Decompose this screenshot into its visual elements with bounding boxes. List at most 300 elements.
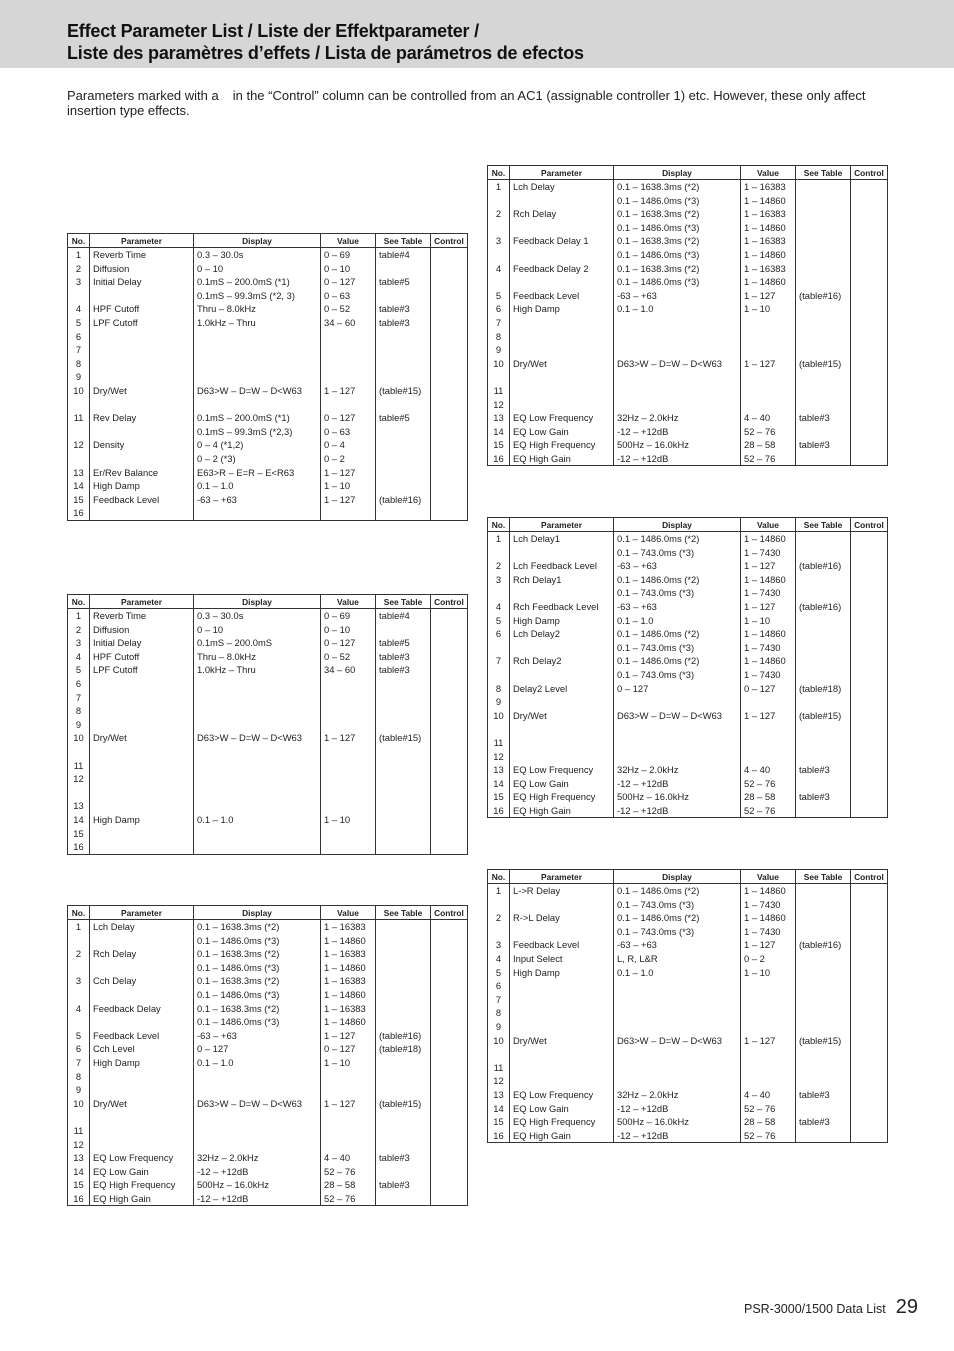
see-table-cell [376,704,431,718]
no-cell: 2 [68,262,90,276]
value-cell [321,704,376,718]
control-cell [431,248,468,262]
display-cell: 0.1 – 1486.0ms (*3) [614,248,741,262]
parameter-cell: EQ High Gain [90,1192,194,1206]
display-cell [194,398,321,412]
param-table-3 [67,905,468,1206]
no-cell: 12 [488,1074,510,1088]
display-cell [194,677,321,691]
see-table-cell [796,384,851,398]
table-header-row [488,518,888,532]
page-footer [744,1296,918,1319]
table-row [488,398,888,412]
table-row [68,1124,468,1138]
parameter-cell: High Damp [90,479,194,493]
intro-text-after: in the “Control” column can be controlled from an AC1 (assignable controller 1) etc. However, these only affect insertion type effects. [67,88,866,118]
no-cell: 9 [488,1020,510,1034]
table-row [68,1029,468,1043]
parameter-cell [510,384,614,398]
control-cell [431,1097,468,1111]
value-cell [741,1061,796,1075]
see-table-cell [376,343,431,357]
see-table-cell [796,1047,851,1061]
column-header-see-table: See Table [376,595,431,609]
display-cell: 32Hz – 2.0kHz [614,1088,741,1102]
column-header-no: No. [488,166,510,180]
no-cell: 6 [68,1042,90,1056]
no-cell [488,1047,510,1061]
table-row [68,650,468,664]
no-cell [68,452,90,466]
see-table-cell: (table#18) [796,682,851,696]
column-header-see-table: See Table [796,870,851,884]
no-cell [488,194,510,208]
table-row [488,884,888,898]
see-table-cell [376,759,431,773]
parameter-cell: Diffusion [90,262,194,276]
value-cell: 1 – 7430 [741,925,796,939]
see-table-cell: table#3 [796,411,851,425]
display-cell: D63>W – D=W – D<W63 [614,357,741,371]
parameter-cell: HPF Cutoff [90,650,194,664]
display-cell: -12 – +12dB [614,804,741,818]
no-cell: 8 [68,1070,90,1084]
control-cell [431,1056,468,1070]
table-row [68,384,468,398]
parameter-cell: High Damp [510,302,614,316]
parameter-cell: EQ High Frequency [510,438,614,452]
control-cell [431,384,468,398]
no-cell: 7 [68,343,90,357]
display-cell [614,993,741,1007]
value-cell: 1 – 10 [741,614,796,628]
control-cell [431,506,468,520]
parameter-cell [510,275,614,289]
no-cell: 15 [488,1115,510,1129]
column-header-see-table: See Table [376,234,431,248]
parameter-cell [90,745,194,759]
value-cell [741,384,796,398]
parameter-cell [510,248,614,262]
see-table-cell [796,614,851,628]
no-cell [68,398,90,412]
no-cell [68,745,90,759]
see-table-cell [376,840,431,854]
parameter-cell: Delay2 Level [510,682,614,696]
parameter-cell [510,586,614,600]
control-cell [851,627,888,641]
value-cell [741,722,796,736]
parameter-cell: EQ Low Gain [510,777,614,791]
display-cell: 0.1 – 743.0ms (*3) [614,641,741,655]
display-cell: D63>W – D=W – D<W63 [194,731,321,745]
column-header-control: Control [851,518,888,532]
display-cell: 0.1 – 1.0 [194,1056,321,1070]
no-cell: 11 [488,736,510,750]
display-cell [194,827,321,841]
parameter-cell [90,988,194,1002]
value-cell: 1 – 16383 [321,974,376,988]
see-table-cell [796,234,851,248]
display-cell: -12 – +12dB [194,1165,321,1179]
table-row [488,357,888,371]
table-row [68,827,468,841]
see-table-cell [796,194,851,208]
column-header-display: Display [194,234,321,248]
parameter-cell [510,370,614,384]
value-cell: 1 – 7430 [741,546,796,560]
no-cell: 13 [68,1151,90,1165]
see-table-cell [796,804,851,818]
see-table-cell [796,979,851,993]
parameter-cell: Rch Delay2 [510,654,614,668]
parameter-cell [510,330,614,344]
parameter-cell: Cch Delay [90,974,194,988]
value-cell: 1 – 10 [741,302,796,316]
value-cell: 28 – 58 [741,438,796,452]
no-cell [68,289,90,303]
column-header-no: No. [68,234,90,248]
column-header-display: Display [614,518,741,532]
control-cell [431,759,468,773]
value-cell [321,1070,376,1084]
no-cell: 2 [488,911,510,925]
see-table-cell [376,289,431,303]
no-cell: 15 [488,438,510,452]
table-row [68,961,468,975]
no-cell [488,898,510,912]
no-cell: 12 [68,438,90,452]
see-table-cell: table#4 [376,609,431,623]
value-cell: 1 – 127 [741,600,796,614]
no-cell: 9 [488,695,510,709]
control-cell [851,370,888,384]
parameter-cell: Feedback Level [90,493,194,507]
no-cell: 11 [68,759,90,773]
value-cell: 52 – 76 [741,777,796,791]
display-cell [194,718,321,732]
table-row [488,938,888,952]
table-row [68,1165,468,1179]
table-row [68,275,468,289]
control-cell [431,731,468,745]
parameter-cell: High Damp [510,614,614,628]
value-cell: 1 – 14860 [741,221,796,235]
display-cell: 0.1mS – 200.0mS [194,636,321,650]
column-header-control: Control [431,234,468,248]
display-cell: 0.1 – 1486.0ms (*2) [614,627,741,641]
no-cell: 3 [68,275,90,289]
table-row [68,1138,468,1152]
table-row [488,194,888,208]
display-cell: 32Hz – 2.0kHz [614,411,741,425]
table-row [488,627,888,641]
parameter-cell [90,1124,194,1138]
see-table-cell: table#3 [376,316,431,330]
display-cell: 0.1 – 1486.0ms (*2) [614,532,741,546]
no-cell: 12 [68,772,90,786]
display-cell: 0.1 – 1638.3ms (*2) [614,207,741,221]
value-cell: 0 – 127 [321,411,376,425]
see-table-cell [796,898,851,912]
table-row [488,1129,888,1143]
table-row [488,614,888,628]
no-cell: 7 [68,1056,90,1070]
see-table-cell [376,718,431,732]
table-row [68,1002,468,1016]
value-cell [741,1006,796,1020]
value-cell: 1 – 10 [321,479,376,493]
value-cell: 1 – 127 [741,1034,796,1048]
value-cell: 1 – 127 [741,559,796,573]
table-row [488,1074,888,1088]
no-cell: 9 [68,1083,90,1097]
table-row [488,722,888,736]
table-row [68,920,468,934]
see-table-cell [376,506,431,520]
display-cell [194,1124,321,1138]
parameter-cell [510,898,614,912]
control-cell [431,663,468,677]
table-row [68,731,468,745]
no-cell: 10 [488,1034,510,1048]
control-cell [431,704,468,718]
no-cell [68,1015,90,1029]
value-cell [741,343,796,357]
see-table-cell: (table#15) [376,731,431,745]
parameter-cell [510,736,614,750]
column-header-value: Value [741,518,796,532]
see-table-cell [796,993,851,1007]
see-table-cell [796,641,851,655]
parameter-cell: Lch Delay [510,180,614,194]
display-cell: 0.1 – 1638.3ms (*2) [614,234,741,248]
see-table-cell [376,1124,431,1138]
value-cell: 1 – 10 [741,966,796,980]
control-cell [431,262,468,276]
table-row [68,988,468,1002]
display-cell: 0.1mS – 200.0mS (*1) [194,275,321,289]
see-table-cell [796,180,851,194]
control-cell [431,479,468,493]
table-row [488,532,888,546]
display-cell [194,1138,321,1152]
control-cell [431,343,468,357]
parameter-cell: EQ High Frequency [510,1115,614,1129]
param-table-5 [487,517,888,818]
value-cell: 1 – 14860 [741,194,796,208]
column-header-display: Display [614,870,741,884]
parameter-cell: Dry/Wet [510,709,614,723]
parameter-cell: Feedback Delay 1 [510,234,614,248]
display-cell: 32Hz – 2.0kHz [194,1151,321,1165]
control-cell [851,275,888,289]
table-row [488,207,888,221]
display-cell: 0.1 – 1.0 [194,813,321,827]
display-cell: 500Hz – 16.0kHz [194,1178,321,1192]
control-cell [431,1002,468,1016]
display-cell [614,979,741,993]
no-cell: 5 [68,316,90,330]
value-cell: 0 – 127 [321,1042,376,1056]
no-cell: 13 [68,799,90,813]
value-cell: 0 – 10 [321,623,376,637]
control-cell [431,772,468,786]
parameter-cell: Dry/Wet [510,1034,614,1048]
control-cell [851,682,888,696]
no-cell: 10 [68,731,90,745]
parameter-cell: Lch Delay2 [510,627,614,641]
value-cell: 0 – 4 [321,438,376,452]
see-table-cell [796,546,851,560]
parameter-cell [90,452,194,466]
see-table-cell [796,343,851,357]
column-header-display: Display [194,595,321,609]
control-cell [431,438,468,452]
control-cell [431,718,468,732]
control-cell [851,925,888,939]
table-row [488,695,888,709]
parameter-cell [510,1047,614,1061]
see-table-cell [796,1102,851,1116]
no-cell: 16 [68,506,90,520]
parameter-cell [90,1083,194,1097]
parameter-cell [90,677,194,691]
value-cell [321,759,376,773]
table-row [488,559,888,573]
control-cell [851,654,888,668]
display-cell: 0.1 – 1638.3ms (*2) [194,920,321,934]
table-row [488,1020,888,1034]
no-cell: 7 [488,316,510,330]
no-cell: 13 [488,763,510,777]
table-header-row [68,595,468,609]
parameter-cell: EQ High Gain [510,1129,614,1143]
table-row [488,966,888,980]
parameter-cell [90,343,194,357]
display-cell: 0.1 – 743.0ms (*3) [614,668,741,682]
table-row [68,840,468,854]
value-cell: 1 – 7430 [741,898,796,912]
table-row [68,466,468,480]
value-cell: 0 – 10 [321,262,376,276]
display-cell: 0.1 – 743.0ms (*3) [614,925,741,939]
column-header-control: Control [851,166,888,180]
display-cell: 0.3 – 30.0s [194,248,321,262]
value-cell: 1 – 14860 [321,934,376,948]
parameter-cell: EQ High Gain [510,452,614,466]
value-cell: 1 – 14860 [741,532,796,546]
parameter-cell: Cch Level [90,1042,194,1056]
parameter-cell: High Damp [90,1056,194,1070]
display-cell: 0.1 – 1486.0ms (*3) [614,275,741,289]
display-cell: 0.1 – 743.0ms (*3) [614,898,741,912]
parameter-cell [510,343,614,357]
table-row [488,790,888,804]
control-cell [431,1165,468,1179]
display-cell: 500Hz – 16.0kHz [614,438,741,452]
table-row [68,316,468,330]
table-row [68,1070,468,1084]
control-cell [431,370,468,384]
parameter-cell: Feedback Delay [90,1002,194,1016]
value-cell: 52 – 76 [741,804,796,818]
no-cell [68,988,90,1002]
see-table-cell [796,925,851,939]
display-cell: D63>W – D=W – D<W63 [194,1097,321,1111]
control-cell [851,979,888,993]
value-cell: 1 – 7430 [741,641,796,655]
see-table-cell [796,532,851,546]
value-cell: 28 – 58 [741,790,796,804]
control-cell [431,452,468,466]
parameter-cell: EQ Low Frequency [90,1151,194,1165]
see-table-cell [796,262,851,276]
display-cell [614,384,741,398]
table-row [68,1178,468,1192]
value-cell: 0 – 69 [321,609,376,623]
display-cell [194,799,321,813]
param-table-1 [67,233,468,521]
value-cell: 4 – 40 [741,411,796,425]
value-cell [321,799,376,813]
parameter-cell: LPF Cutoff [90,663,194,677]
table-row [68,813,468,827]
table-row [488,343,888,357]
no-cell [68,934,90,948]
see-table-cell [376,934,431,948]
no-cell: 14 [68,813,90,827]
column-header-control: Control [431,906,468,920]
no-cell: 1 [68,248,90,262]
see-table-cell [376,988,431,1002]
control-cell [431,691,468,705]
table-row [488,736,888,750]
see-table-cell [376,1002,431,1016]
see-table-cell: table#5 [376,275,431,289]
table-row [488,993,888,1007]
parameter-cell [510,546,614,560]
see-table-cell [376,398,431,412]
no-cell: 3 [68,974,90,988]
see-table-cell: table#3 [796,1088,851,1102]
no-cell [488,248,510,262]
control-cell [431,289,468,303]
parameter-cell: R->L Delay [510,911,614,925]
control-cell [851,884,888,898]
parameter-cell: EQ Low Gain [90,1165,194,1179]
no-cell: 11 [68,1124,90,1138]
value-cell [321,786,376,800]
parameter-cell [90,398,194,412]
no-cell: 15 [68,1178,90,1192]
see-table-cell: (table#15) [796,357,851,371]
see-table-cell: (table#15) [796,1034,851,1048]
parameter-cell: Dry/Wet [90,731,194,745]
value-cell: 52 – 76 [741,1102,796,1116]
control-cell [431,1192,468,1206]
table-row [68,1192,468,1206]
table-row [488,668,888,682]
value-cell: 52 – 76 [741,425,796,439]
table-row [68,609,468,623]
see-table-cell: table#3 [376,302,431,316]
display-cell: 0 – 10 [194,262,321,276]
no-cell: 4 [68,1002,90,1016]
display-cell [614,695,741,709]
control-cell [431,1138,468,1152]
no-cell [488,722,510,736]
